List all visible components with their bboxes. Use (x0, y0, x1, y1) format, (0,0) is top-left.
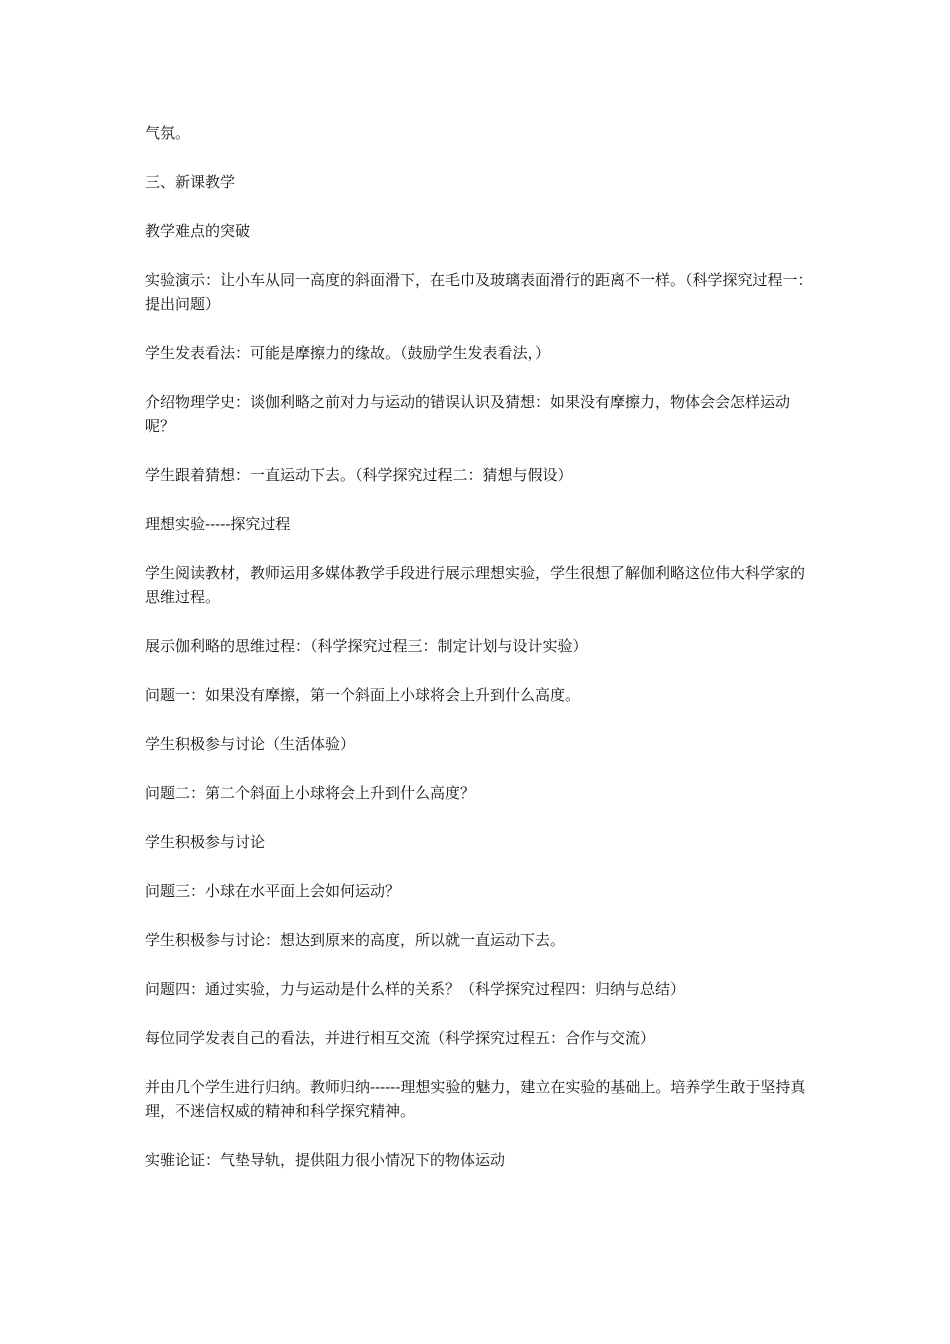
paragraph-student-reading: 学生阅读教材，教师运用多媒体教学手段进行展示理想实验，学生很想了解伽利略这位伟大科学家的思维过程。 (145, 564, 806, 606)
paragraph-question-one: 问题一：如果没有摩擦，第一个斜面上小球将会上升到什么高度。 (145, 686, 581, 704)
section-heading-new-lesson: 三、新课教学 (145, 173, 236, 191)
paragraph-discussion-height: 学生积极参与讨论：想达到原来的高度，所以就一直运动下去。 (145, 931, 566, 949)
subheading-difficulty: 教学难点的突破 (145, 222, 251, 240)
paragraph-student-guess: 学生跟着猜想：一直运动下去。（科学探究过程二：猜想与假设） (145, 466, 573, 484)
paragraph-exchange: 每位同学发表自己的看法，并进行相互交流（科学探究过程五：合作与交流） (145, 1029, 656, 1047)
document-body (145, 121, 815, 1197)
paragraph-experiment-demo: 实验演示：让小车从同一高度的斜面滑下，在毛巾及玻璃表面滑行的距离不一样。（科学探究过程一：提出问题） (145, 271, 813, 313)
paragraph-discussion: 学生积极参与讨论 (145, 833, 266, 851)
paragraph-student-opinion: 学生发表看法：可能是摩擦力的缘故。（鼓励学生发表看法，） (145, 344, 551, 362)
paragraph-question-two: 问题二：第二个斜面上小球将会上升到什么高度？ (145, 784, 476, 802)
paragraph-ideal-experiment: 理想实验-----探究过程 (145, 515, 291, 533)
paragraph-physics-history: 介绍物理学史：谈伽利略之前对力与运动的错误认识及猜想：如果没有摩擦力，物体会会怎样运动呢？ (145, 393, 791, 435)
paragraph-summary: 并由几个学生进行归纳。教师归纳------理想实验的魅力，建立在实验的基础上。培养学生敢于坚持真理，不迷信权威的精神和科学探究精神。 (145, 1078, 806, 1120)
paragraph-galileo-process: 展示伽利略的思维过程：（科学探究过程三：制定计划与设计实验） (145, 637, 588, 655)
paragraph-atmosphere: 气氛。 (145, 124, 191, 142)
paragraph-discussion-life: 学生积极参与讨论（生活体验） (145, 735, 356, 753)
paragraph-question-three: 问题三：小球在水平面上会如何运动？ (145, 882, 401, 900)
paragraph-air-track: 实骓论证：气垫导轨，提供阻力很小情况下的物体运动 (145, 1151, 506, 1169)
paragraph-question-four: 问题四：通过实验，力与运动是什么样的关系？（科学探究过程四：归纳与总结） (145, 980, 686, 998)
